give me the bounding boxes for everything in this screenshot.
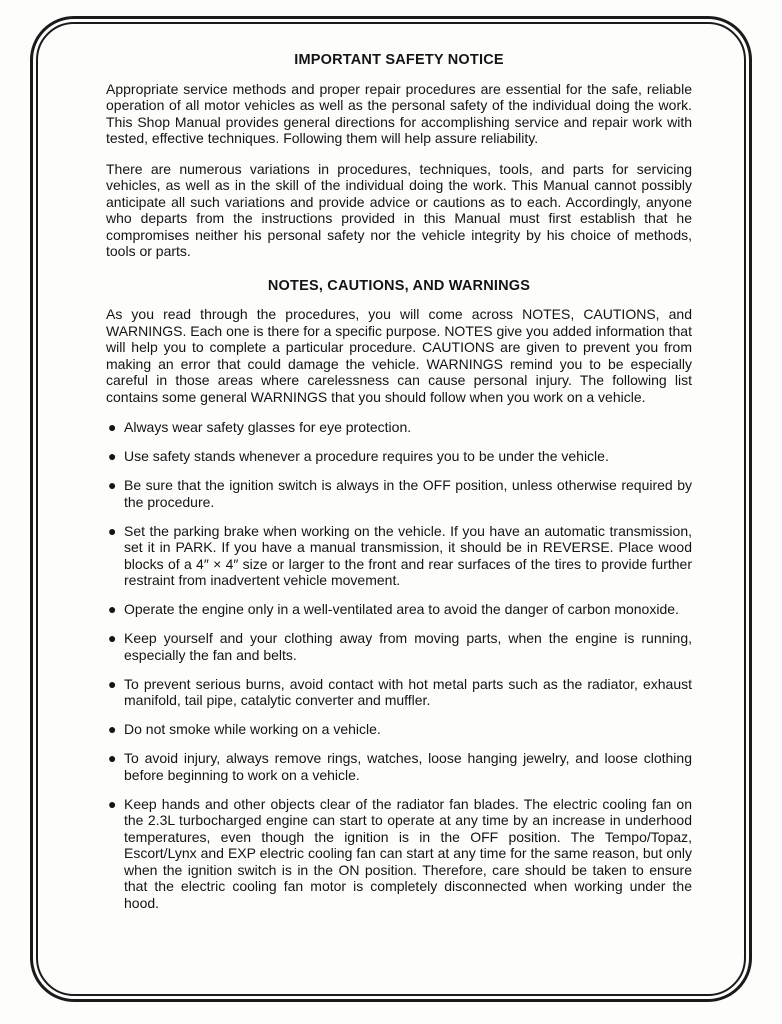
warning-item [106, 676, 692, 709]
warning-item [106, 523, 692, 589]
bullet-icon: ● [108, 477, 117, 493]
bullet-icon: ● [108, 721, 117, 737]
warning-text: Keep yourself and your clothing away from moving parts, when the engine is running, especially the fan and belts. [124, 630, 692, 663]
warning-item [106, 721, 692, 738]
warning-item [106, 750, 692, 783]
bullet-icon: ● [108, 795, 117, 812]
bullet-icon: ● [108, 601, 117, 617]
warnings-intro: As you read through the procedures, you will come across NOTES, CAUTIONS, and WARNINGS. Each one is there for a specific purpose. NOTES give you added information that will help you to complete a particular procedure. CAUTIONS are given to prevent you from making an error that could damage the vehicle. WARNINGS remind you to be especially careful in those areas where carelessness can cause personal injury. The following list contains some general WARNINGS that you should follow when you work on a vehicle. [106, 306, 692, 405]
warning-text: To avoid injury, always remove rings, watches, loose hanging jewelry, and loose clothing before beginning to work on a vehicle. [124, 750, 692, 783]
warning-item [106, 630, 692, 663]
safety-paragraph-1: Appropriate service methods and proper repair procedures are essential for the safe, reliable operation of all motor vehicles as well as the personal safety of the individual doing the work. This Shop Manual provides general directions for accomplishing service and repair work with tested, effective techniques. Following them will help assure reliability. [106, 80, 692, 146]
warnings-list [106, 419, 692, 911]
bullet-icon: ● [108, 630, 117, 646]
bullet-icon: ● [108, 750, 117, 766]
warning-text: Be sure that the ignition switch is always in the OFF position, unless otherwise required by the procedure. [124, 477, 692, 510]
warning-text: Always wear safety glasses for eye protection. [124, 419, 412, 435]
safety-notice-title: IMPORTANT SAFETY NOTICE [294, 52, 504, 68]
notice-content [106, 52, 692, 924]
warning-item [106, 796, 692, 912]
warning-item [106, 477, 692, 510]
bullet-icon: ● [108, 448, 117, 464]
warning-item [106, 419, 692, 436]
warning-text: Keep hands and other objects clear of the radiator fan blades. The electric cooling fan on the 2.3L turbocharged engine can start to operate at any time by an increase in underhood temperatures, even though the ignition is in the OFF position. The Tempo/Topaz, Escort/Lynx and EXP electric cooling fan can start at any time for the same reason, but only when the ignition switch is in the ON position. Therefore, care should be taken to ensure that the electric cooling fan motor is completely disconnected when working under the hood. [124, 795, 692, 911]
warning-text: Do not smoke while working on a vehicle. [124, 721, 381, 737]
warning-text: Use safety stands whenever a procedure requires you to be under the vehicle. [124, 448, 609, 464]
warning-item [106, 448, 692, 465]
warnings-section-title: NOTES, CAUTIONS, AND WARNINGS [267, 277, 531, 294]
bullet-icon: ● [108, 675, 117, 692]
warning-text: To prevent serious burns, avoid contact with hot metal parts such as the radiator, exhaust manifold, tail pipe, catalytic converter and muffler. [124, 675, 692, 708]
safety-paragraph-2: There are numerous variations in procedures, techniques, tools, and parts for servicing vehicles, as well as in the skill of the individual doing the work. This Manual cannot possibly anticipate all such variations and provide advice or cautions as to each. Accordingly, anyone who departs from the instructions provided in this Manual must first establish that he compromises neither his personal safety nor the vehicle integrity by his choice of methods, tools or parts. [106, 160, 692, 259]
bullet-icon: ● [108, 522, 117, 539]
warning-text: Set the parking brake when working on the vehicle. If you have an automatic transmission, set it in PARK. If you have a manual transmission, it should be in REVERSE. Place wood blocks of a 4″ × 4″ size or larger to the front and rear surfaces of the tires to provide further restraint from inadvertent vehicle movement. [124, 522, 692, 588]
warning-item [106, 601, 692, 618]
bullet-icon: ● [108, 419, 117, 435]
warning-text: Operate the engine only in a well-ventilated area to avoid the danger of carbon monoxide. [124, 601, 679, 617]
